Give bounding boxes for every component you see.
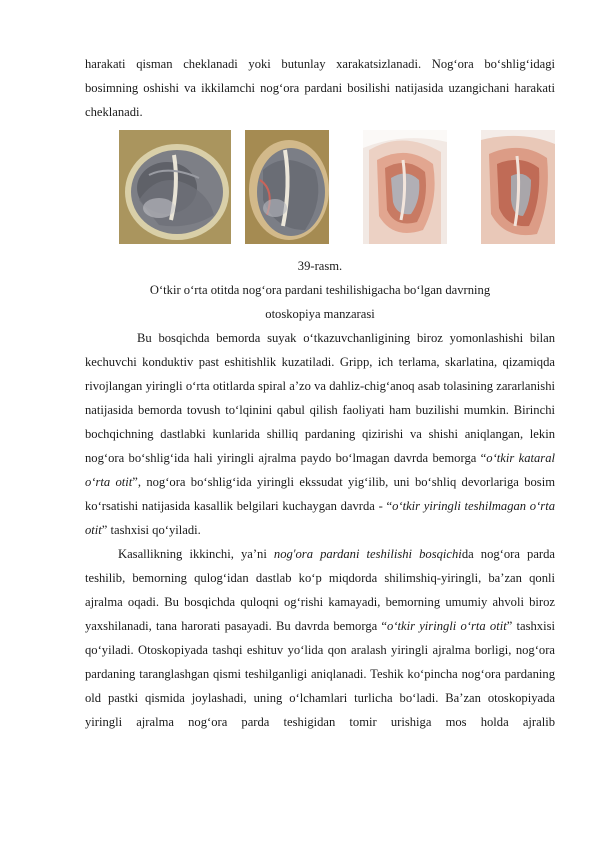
figure-images (85, 130, 555, 246)
italic-term-catarrhal-otitis: o‘tkir kataral o‘rta otit (85, 451, 555, 489)
figure-title-line-1: O‘tkir o‘rta otitda nog‘ora pardani teshilishigacha bo‘lgan davrning (149, 283, 491, 297)
italic-term-purulent-unperforated-otitis: o‘tkir yiringli teshilmagan o‘rta otit (85, 499, 555, 537)
otoscopy-image-1 (119, 130, 231, 244)
text-run: Kasallikning ikkinchi, ya’ni (118, 547, 274, 561)
page-content (85, 52, 555, 734)
text-run: Bu bosqichda bemorda suyak o‘tkazuvchanligining biroz yomonlashishi bilan kechuvchi konduktiv past eshitishlik kuzatiladi. Gripp, ich terlama, skarlatina, qizamiqda rivojlangan yiringli o‘rta otitlarda spiral a’zo va dahliz-chig‘anoq asab tolasining zararlanishi natijasida bemorda tovush to‘lqinini qabul qilish faoliyati ham buzilishi mumkin. Birinchi bochqichning dastlabki kunlarida shilliq pardaning qizirishi va shishi aniqlangan, lekin nog‘ora bo‘shlig‘ida hali yiringli ajralma paydo bo‘lmagan davrda bemorga “ (85, 331, 555, 465)
paragraph-first-stage (85, 326, 555, 542)
otoscopy-image-4 (481, 130, 555, 244)
text-run: ” tashxisi qo‘yiladi. Otoskopiyada tashqi eshituv yo‘lida qon aralash yiringli ajralma borligi, nog‘ora pardaning taranglashgan qismi teshilganligi aniqlanadi. Teshik ko‘pincha nog‘ora pardaning old pastki qismida joylashadi, uning o‘lchamlari turlicha bo‘ladi. Ba’zan otoskopiyada yiringli ajralma nog‘ora parda teshigidan tomir urishiga mos holda ajralib (85, 619, 555, 729)
italic-term-perforation-stage: nog'ora pardani teshilishi bosqichi (273, 547, 462, 561)
paragraph-second-stage (85, 542, 555, 734)
text-run: ”, nog‘ora bo‘shlig‘ida yiringli ekssudat yig‘ilib, uni bo‘shliq devorlariga bosim ko‘rsatishi natijasida kasallik belgilari kuchaygan davrda - “ (85, 475, 555, 513)
figure-number: 39-rasm. (297, 259, 343, 273)
paragraph-intro: harakati qisman cheklanadi yoki butunlay xarakatsizlanadi. Nog‘ora bo‘shlig‘idagi bosimning oshishi va ikkilamchi nog‘ora pardani bosilishi natijasida uzangichani harakati cheklanadi. (85, 57, 555, 119)
italic-term-purulent-otitis: o‘tkir yiringli o‘rta otit (387, 619, 507, 633)
otoscopy-image-2 (245, 130, 329, 244)
text-run: da nog‘ora parda teshilib, bemorning qulog‘idan dastlab ko‘p miqdorda shilimshiq-yiringli, ba’zan qonli ajralma oqadi. Bu bosqichda quloqni og‘rishi kamayadi, bemorning umumiy ahvoli biroz yaxshilanadi, tana harorati pasayadi. Bu davrda bemorga “ (85, 547, 555, 633)
text-run: ” tashxisi qo‘yiladi. (101, 523, 201, 537)
otoscopy-image-3 (363, 130, 447, 244)
figure-title-line-2: otoskopiya manzarasi (265, 307, 375, 321)
